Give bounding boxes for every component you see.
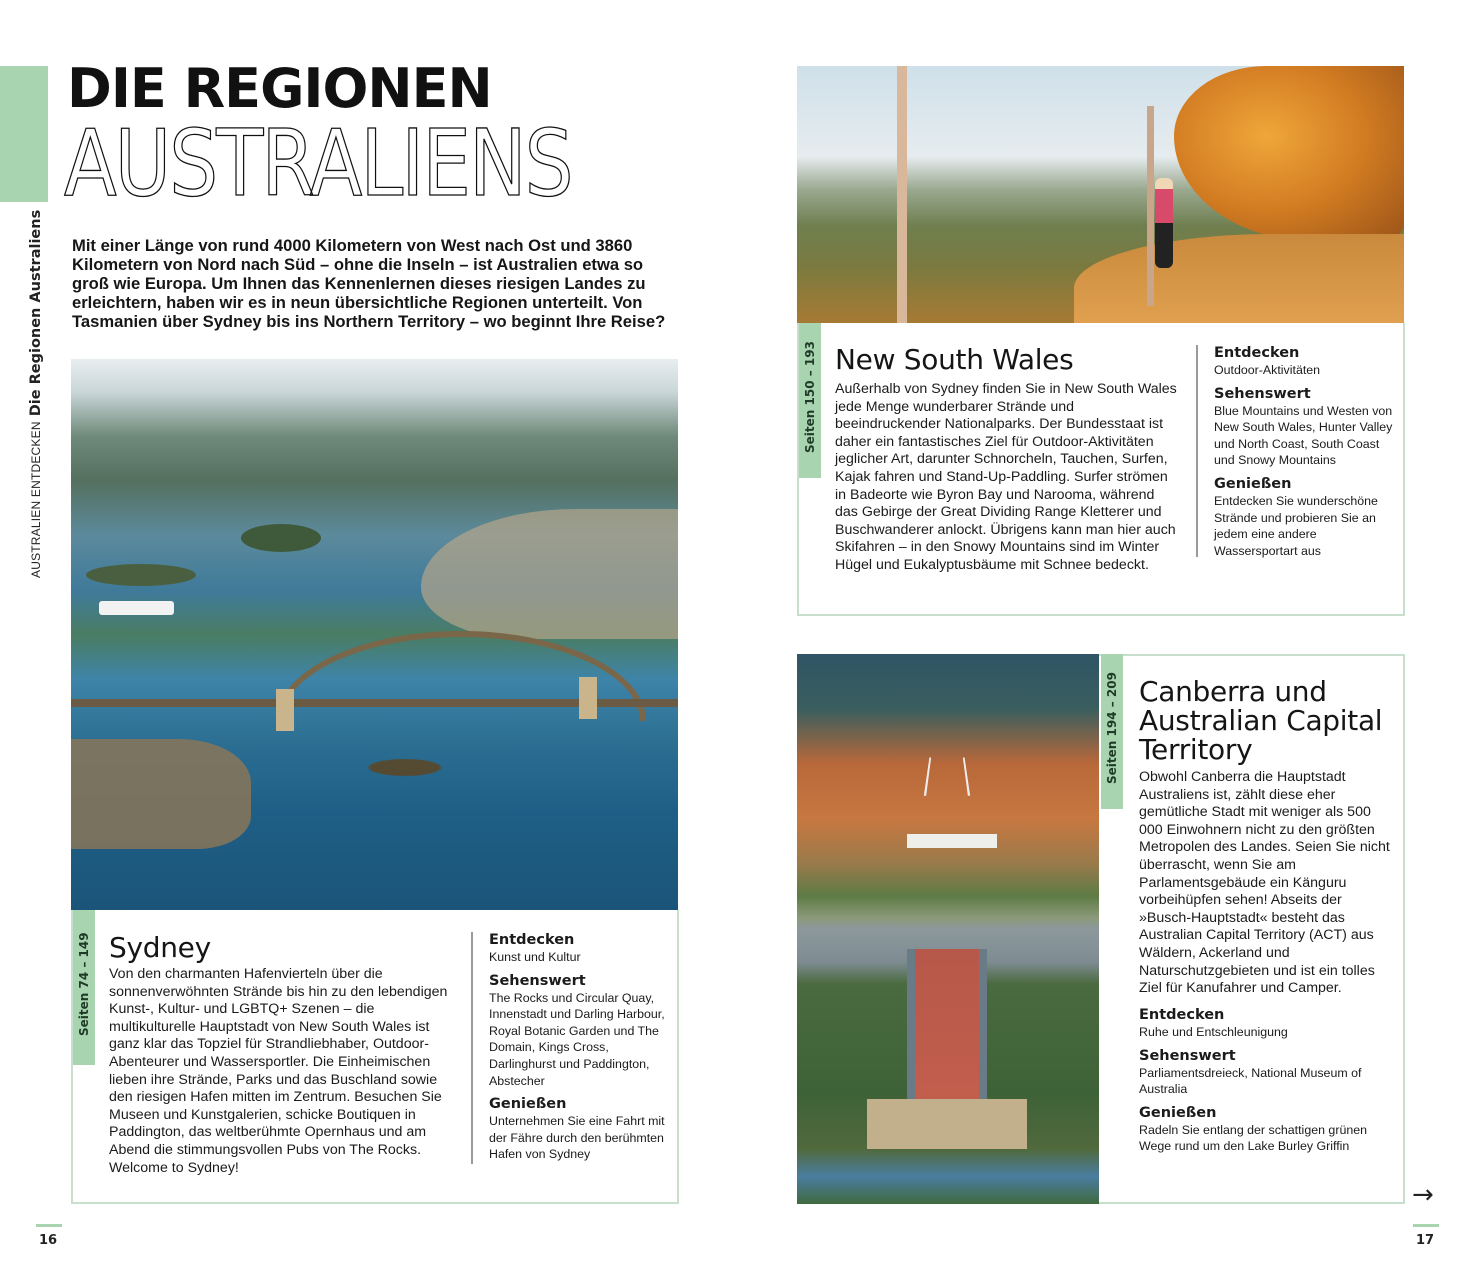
region-body-nsw: Außerhalb von Sydney finden Sie in New South Wales jede Menge wunderbarer Strände und beeindruckender Nationalparks. Der Bundesstaat ist daher ein fantastisches Ziel für Outdoor-Aktivitäten jeglicher Art, darunter Schnorcheln, Tauchen, Surfen, Kajak fahren und Stand-Up-Paddling. Surfer strömen in Badeorte wie Byron Bay und Narooma, während das Gebirge der Great Dividing Range Kletterer und Buschwanderer anlockt. Übrigens kann man hier auch Skifahren – in den Snowy Mountains sind im Winter Hügel und Eukalyptusbäume mit Schnee bedeckt. xyxy=(835,381,1177,573)
info-label-entdecken: Entdecken xyxy=(1139,1007,1225,1023)
region-body-sydney: Von den charmanten Hafenvierteln über die sonnenverwöhnten Strände bis hin zu den lebendigen Kunst-, Kultur- und LGBTQ+ Szenen – die multikulturelle Hauptstadt von New South Wales ist ganz klar das Topziel für Strandliebhaber, Outdoor-Abenteurer und Wassersportler. Die Einheimischen lieben ihre Strände, Parks und das Buschland sowie den riesigen Hafen mitten im Zentrum. Besuchen Sie Museen und Kunstgalerien, schicke Boutiquen in Paddington, das weltberühmte Opernhaus und am Abend die stimmungsvollen Pubs von The Rocks. Welcome to Sydney! xyxy=(109,966,448,1176)
info-label-entdecken: Entdecken xyxy=(489,932,575,948)
section-color-bar xyxy=(0,66,48,202)
info-label-sehenswert: Sehenswert xyxy=(489,972,586,989)
page-title-line2: AUSTRALIENS xyxy=(64,110,572,217)
info-text-geniessen: Radeln Sie entlang der schattigen grünen Wege rund um den Lake Burley Griffin xyxy=(1139,1122,1368,1154)
running-head-title: Die Regionen Australiens xyxy=(28,209,44,417)
pages-tab-canberra-label: Seiten 194 – 209 xyxy=(1105,672,1119,784)
info-label-sehenswert: Sehenswert xyxy=(1139,1047,1236,1064)
info-text-sehenswert: Parliamentsdreieck, National Museum of Australia xyxy=(1139,1065,1362,1097)
info-label-geniessen: Genießen xyxy=(1214,475,1292,492)
info-label-geniessen: Genießen xyxy=(489,1096,567,1113)
info-text-entdecken: Ruhe und Entschleunigung xyxy=(1139,1025,1288,1039)
pages-tab-nsw-label: Seiten 150 – 193 xyxy=(803,341,817,453)
info-text-geniessen: Unternehmen Sie eine Fahrt mit der Fähre durch den berühmten Hafen von Sydney xyxy=(489,1114,665,1162)
page-title-line1: DIE REGIONEN xyxy=(67,57,492,120)
info-text-sehenswert: The Rocks und Circular Quay, Innenstadt und Darling Harbour, Royal Botanic Garden und The Domain, Kings Cross, Darlinghurst und Paddington, Abstecher xyxy=(489,990,665,1088)
region-title-sydney: Sydney xyxy=(109,931,211,964)
region-info-nsw xyxy=(1196,345,1396,557)
arrow-right-icon[interactable]: → xyxy=(1412,1180,1434,1210)
region-info-canberra xyxy=(1139,1007,1394,1155)
page-number-rule xyxy=(1413,1224,1439,1227)
info-label-geniessen: Genießen xyxy=(1139,1104,1217,1121)
cruise-ship-shape xyxy=(99,601,174,615)
hiker-shape xyxy=(1155,178,1173,268)
canberra-parliament-photo xyxy=(797,654,1100,1204)
info-text-sehenswert: Blue Mountains und Westen von New South Wales, Hunter Valley und North Coast, South Coast und Snowy Mountains xyxy=(1214,403,1393,468)
info-text-geniessen: Entdecken Sie wunderschöne Strände und probieren Sie an jedem eine andere Wassersportart aus xyxy=(1214,493,1378,558)
info-text-entdecken: Kunst und Kultur xyxy=(489,950,581,964)
info-label-entdecken: Entdecken xyxy=(1214,345,1300,361)
parliament-flagpole-shape xyxy=(924,757,970,795)
war-memorial-shape xyxy=(867,1099,1027,1149)
region-body-canberra: Obwohl Canberra die Hauptstadt Australiens ist, zählt diese eher gemütliche Stadt mit weniger als 500 000 Einwohnern nicht zu den größten Metropolen des Landes. Seien Sie nicht überrascht, wenn Sie am Parlamentsgebäude ein Känguru vorbeihüpfen sehen! Abseits der »Busch-Hauptstadt« besteht das Australian Capital Territory (ACT) aus Wäldern, Ackerland und Naturschutzgebieten und ist ein tolles Ziel für Kanufahrer und Camper. xyxy=(1139,769,1390,997)
info-text-entdecken: Outdoor-Aktivitäten xyxy=(1214,363,1321,377)
nsw-blue-mountains-photo xyxy=(797,66,1404,324)
sydney-harbour-photo xyxy=(71,359,678,911)
region-title-canberra: Canberra und Australian Capital Territory xyxy=(1139,675,1383,766)
running-head-section: AUSTRALIEN ENTDECKEN xyxy=(29,421,43,578)
page-number-rule xyxy=(36,1224,62,1227)
sandstone-rock-shape xyxy=(1174,66,1404,241)
running-head xyxy=(28,210,44,578)
anzac-parade-shape xyxy=(907,949,987,1099)
info-label-sehenswert: Sehenswert xyxy=(1214,385,1311,402)
intro-paragraph: Mit einer Länge von rund 4000 Kilometern von West nach Ost und 3860 Kilometern von Nord nach Süd – ohne die Inseln – ist Australien etwa so groß wie Europa. Um Ihnen das Kennenlernen dieses riesigen Landes zu erleichtern, haben wir es in neun übersichtliche Regionen unterteilt. Von Tasmanien über Sydney bis ins Northern Territory – wo beginnt Ihre Reise? xyxy=(72,236,666,331)
page-number-left: 16 xyxy=(39,1233,58,1248)
region-title-nsw: New South Wales xyxy=(835,343,1074,376)
page-number-right: 17 xyxy=(1416,1233,1435,1248)
region-info-sydney xyxy=(471,932,671,1164)
pages-tab-sydney-label: Seiten 74 – 149 xyxy=(77,932,91,1036)
